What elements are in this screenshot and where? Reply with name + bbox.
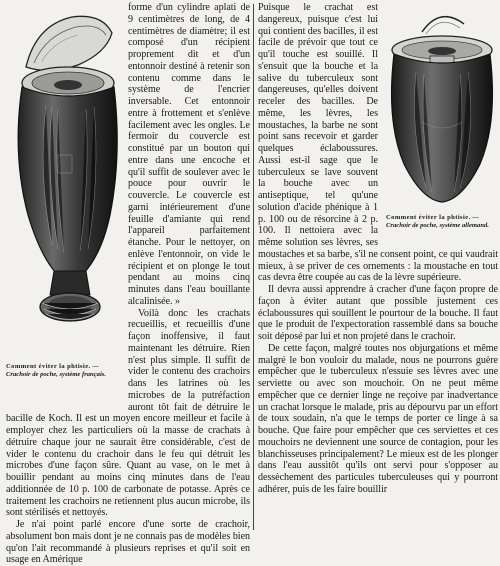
caption-text: — Crachoir de poche, système français.: [6, 363, 106, 378]
left-column: [6, 2, 250, 566]
caption-heading: Comment éviter la phtisie.: [6, 363, 91, 370]
right-paragraph-1: Puisque le crachat est dangereux, puisque c'est lui qui contient des bacilles, il est facile de prévoir que tout ce qu'il touche est souillé. Il s'ensuit que la bouche et la salive du tuberculeux sont dangereuses, qu'elles doivent receler des bacilles. De même, les lèvres, les moustaches, la barbe ne sont point sans recevoir et garder quelques éclaboussures. Aussi est-il sage que le tuberculeux se lave souvent la bouche avec un antiseptique, tel qu'une solution d'acide phénique à 1 p. 100 ou de résorcine à 2 p. 100. Il nettoiera avec la même solution ses lèvres, ses moustaches et sa barbe, s'il ne consent point, ce qui vaudrait mieux, à se priver de ces ornements : la moustache en tout cas devra être coupée au cas de la lèvre supérieure.: [258, 2, 498, 284]
figure-caption-left: [6, 363, 124, 379]
left-paragraph-1: forme d'un cylindre aplati de 9 centimètres de long, de 4 centimètres de diamètre; il est composé d'un récipient proprement dit et d'un entonnoir destiné à retenir son contenu comme dans le système de l'encrier inversable. Cet entonnoir entre à frottement et s'enlève facilement avec les ongles. Le fermoir du couvercle est constitué par un bouton qui entre dans une encoche et qu'il suffit de soulever avec le pouce pour ouvrir le couvercle. Le couvercle est garni intérieurement d'une feuille d'amiante qui rend l'appareil parfaitement étanche. Pour le nettoyer, on enlève l'entonnoir, on vide le récipient et on plonge le tout pendant au moins cinq minutes dans l'eau bouillante alcalinisée. »: [128, 2, 250, 307]
right-paragraph-2: Il devra aussi apprendre à cracher d'une façon propre de façon à éviter autant que possible justement ces éclaboussures qui souillent le pourtour de la bouche. Il faut que le produit de l'expectoration rassemblé dans sa bouche soit déposé par lui et non projeté dans le crachoir.: [258, 284, 498, 342]
german-pocket-spittoon-illustration: [382, 2, 498, 212]
french-pocket-spittoon-illustration: [6, 5, 124, 361]
caption-heading: Comment éviter la phtisie.: [386, 214, 471, 221]
caption-text: — Crachoir de poche, système allemand.: [386, 214, 489, 229]
left-paragraph-2: Voilà donc les crachats recueillis, et recueillis d'une façon inoffensive, il faut maintenant les détruire. Rien n'est plus simple. Il suffit de vider le contenu des crachoirs dans les latrines où les microbes de la putréfaction auront tôt fait de détruire le bacille de Koch. Il est un moyen encore meilleur et facile à employer chez les particuliers où la masse de crachats à détruire chaque jour ne saurait être considérable, c'est de vider le contenu du crachoir dans le feu qui détruit les microbes d'une façon sûre. Quant au vase, on le met à bouillir pendant au moins cinq minutes dans de l'eau additionnée de 10 p. 100 de carbonate de potasse. Après ce traitement les crachoirs ne retiennent plus aucun microbe, ils sont stérilisés et nettoyés.: [6, 307, 250, 519]
figure-french-spittoon: [6, 5, 124, 403]
left-paragraph-3: Je n'ai point parlé encore d'une sorte de crachoir, absolument bon mais dont je ne connais pas de modèles bien qu'on l'ait recommandé à plusieurs reprises et qu'il soit en usage en Amérique: [6, 519, 250, 566]
right-paragraph-3: De cette façon, malgré toutes nos objurgations et même malgré le bon vouloir du malade, nous ne pourrons guère empêcher que le tuberculeux n'essuie ses lèvres avec une serviette ou avec son mouchoir. On ne peut même empêcher que ce dernier linge ne reçoive par inadvertance un crachat lorsque le malade, pris au dépourvu par un effort de toux soudain, n'a que le temps de porter ce linge à sa bouche. Que faire pour empêcher que ces serviettes et ces mouchoirs ne deviennent une source de contagion, pour les blanchisseuses principalement? Le mieux est de les plonger dans l'eau aussitôt qu'ils ont servi pour s'opposer au dessèchement des particules tuberculeuses qui y pourront adhérer, puis de les faire bouillir: [258, 342, 498, 495]
right-column: [258, 2, 498, 496]
figure-caption-right: [386, 214, 498, 230]
column-divider: [253, 4, 254, 530]
figure-german-spittoon: [382, 2, 498, 242]
